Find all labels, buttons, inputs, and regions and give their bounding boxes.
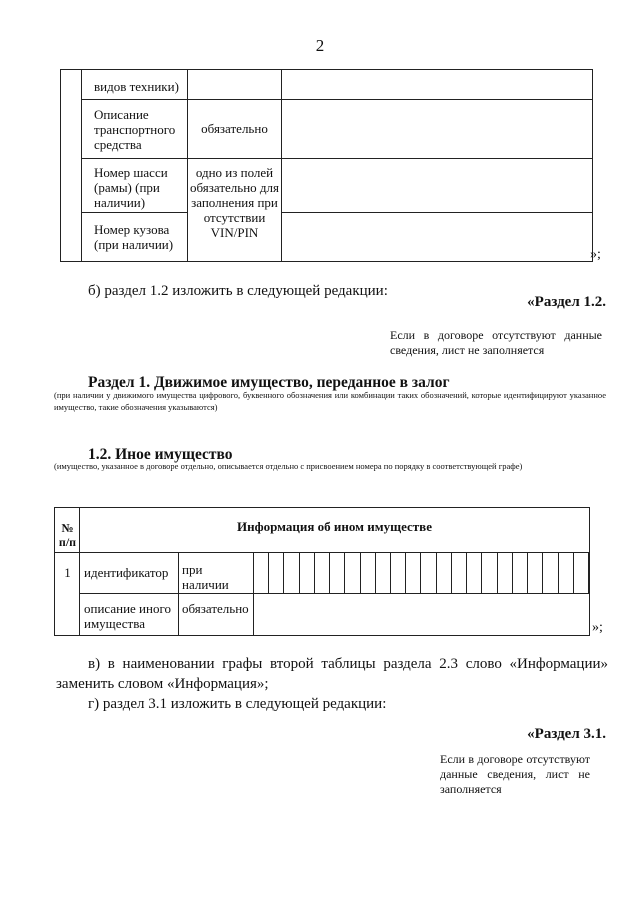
paragraph-g: г) раздел 3.1 изложить в следующей редакции: [88,696,387,712]
subsection-1-2-subtitle: (имущество, указанное в договоре отдельно, описывается отдельно с присвоением номера по порядку в соответствующей графе) [54,461,523,471]
identifier-label: идентификатор [84,565,169,580]
description-label: описание иного имущества [84,601,171,631]
identifier-char-box [468,552,482,593]
vehicle-row-label: видов техники) [94,79,179,94]
identifier-char-box [285,552,299,593]
identifier-char-box [407,552,421,593]
identifier-char-box [423,552,437,593]
requirement-cell: обязательно [201,121,268,136]
identifier-char-box [499,552,513,593]
identifier-char-box [544,552,558,593]
subsection-1-2-heading: 1.2. Иное имущество [88,446,233,463]
page-number: 2 [315,36,325,55]
description-requirement: обязательно [182,601,249,616]
identifier-char-box [514,552,528,593]
section-1-2-title: «Раздел 1.2. [527,294,606,310]
column-number-header: № п/п [58,521,77,549]
identifier-char-box [377,552,391,593]
paragraph-v: в) в наименовании графы второй таблицы раздела 2.3 слово «Информации» заменить словом «Информация»; [56,656,608,692]
identifier-char-box [346,552,360,593]
identifier-char-box [331,552,345,593]
section-3-1-title: «Раздел 3.1. [527,726,606,742]
identifier-char-box [529,552,543,593]
identifier-char-box [255,552,269,593]
shared-requirement-cell: одно из полей обязательно для заполнения при отсутствии VIN/PIN [190,165,279,240]
vehicle-row-label: Номер кузова (при наличии) [94,222,174,252]
vehicle-table [60,69,593,262]
section-1-heading: Раздел 1. Движимое имущество, переданное в залог [88,374,450,391]
identifier-char-box [362,552,376,593]
identifier-char-box [453,552,467,593]
identifier-char-box [575,552,589,593]
section-1-subtitle: (при наличии у движимого имущества цифрового, буквенного обозначения или комбинации таких обозначений, которые идентифицируют указанное имущество, такие обозначения указываются) [54,390,606,412]
vehicle-row-label: Номер шасси (рамы) (при наличии) [94,165,168,210]
closing-quote: »; [590,247,601,262]
column-info-header: Информация об ином имуществе [237,519,432,534]
closing-quote: »; [592,620,603,635]
identifier-char-box [483,552,497,593]
identifier-char-box [560,552,574,593]
section-3-1-note: Если в договоре отсутствуют данные сведения, лист не заполняется [440,752,590,796]
identifier-char-box [301,552,315,593]
identifier-char-box [316,552,330,593]
row-number: 1 [64,565,71,580]
other-property-table [54,507,590,636]
identifier-char-box [270,552,284,593]
vehicle-row-label: Описание транспортного средства [94,107,176,152]
identifier-char-box [438,552,452,593]
paragraph-b: б) раздел 1.2 изложить в следующей редакции: [88,283,388,299]
section-1-2-note: Если в договоре отсутствуют данные сведения, лист не заполняется [390,328,602,357]
identifier-char-box [392,552,406,593]
identifier-requirement: при наличии [182,562,229,592]
